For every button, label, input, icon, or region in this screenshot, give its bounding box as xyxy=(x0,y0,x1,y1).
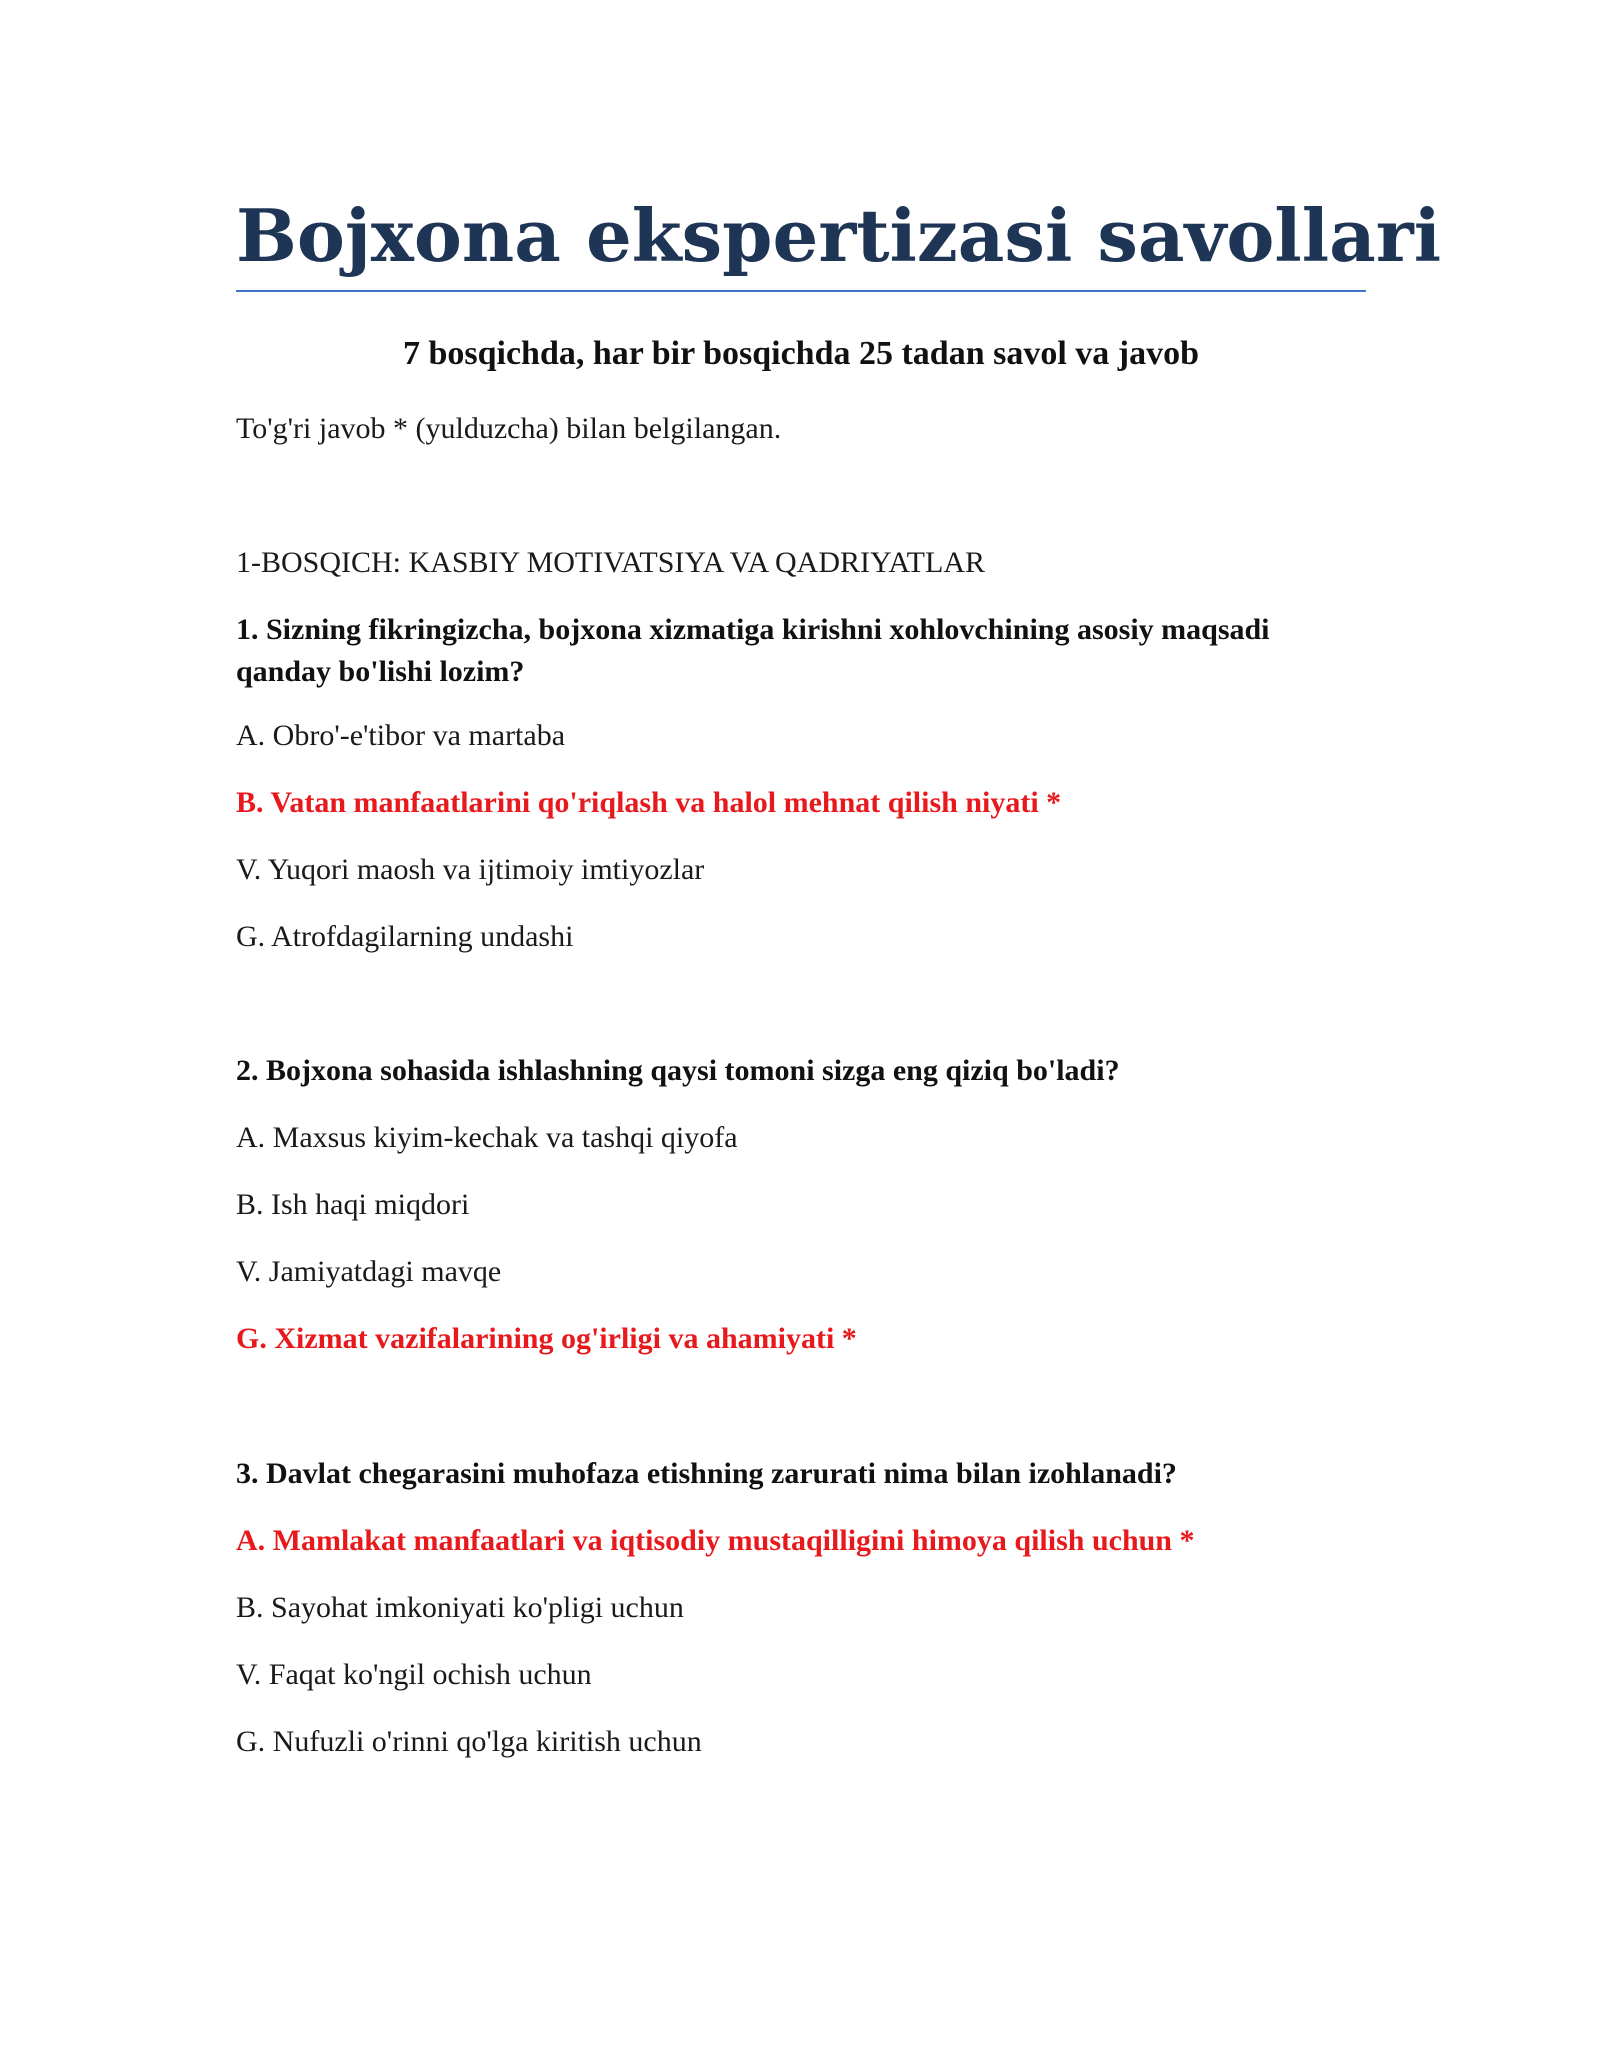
question-2-option-v[interactable]: V. Jamiyatdagi mavqe xyxy=(236,1255,502,1288)
section-heading: 1-BOSQICH: KASBIY MOTIVATSIYA VA QADRIYATLAR xyxy=(236,546,985,579)
question-2: 2. Bojxona sohasida ishlashning qaysi tomoni sizga eng qiziq bo'ladi? xyxy=(236,1054,1120,1087)
question-1-option-b-correct[interactable]: B. Vatan manfaatlarini qo'riqlash va halol mehnat qilish niyati * xyxy=(236,786,1062,819)
question-3: 3. Davlat chegarasini muhofaza etishning zarurati nima bilan izohlanadi? xyxy=(236,1457,1177,1490)
question-2-option-a[interactable]: A. Maxsus kiyim-kechak va tashqi qiyofa xyxy=(236,1121,738,1154)
question-1-option-v[interactable]: V. Yuqori maosh va ijtimoiy imtiyozlar xyxy=(236,853,705,886)
question-3-option-b[interactable]: B. Sayohat imkoniyati ko'pligi uchun xyxy=(236,1591,684,1624)
question-3-option-a-correct[interactable]: A. Mamlakat manfaatlari va iqtisodiy mustaqilligini himoya qilish uchun * xyxy=(236,1524,1195,1557)
question-3-option-g[interactable]: G. Nufuzli o'rinni qo'lga kiritish uchun xyxy=(236,1725,702,1758)
question-2-option-g-correct[interactable]: G. Xizmat vazifalarining og'irligi va ahamiyati * xyxy=(236,1322,857,1355)
title-divider xyxy=(236,290,1366,292)
question-1: 1. Sizning fikringizcha, bojxona xizmatiga kirishni xohlovchining asosiy maqsadi qanday bo'lishi lozim? xyxy=(236,613,1270,688)
question-2-option-b[interactable]: B. Ish haqi miqdori xyxy=(236,1188,470,1221)
question-1-option-g[interactable]: G. Atrofdagilarning undashi xyxy=(236,920,574,953)
question-3-option-v[interactable]: V. Faqat ko'ngil ochish uchun xyxy=(236,1658,592,1691)
document-title: Bojxona ekspertizasi savollari xyxy=(236,193,1442,278)
answer-key-note: To'g'ri javob * (yulduzcha) bilan belgilangan. xyxy=(236,412,782,445)
question-1-option-a[interactable]: A. Obro'-e'tibor va martaba xyxy=(236,719,566,752)
document-subtitle: 7 bosqichda, har bir bosqichda 25 tadan savol va javob xyxy=(402,335,1200,372)
